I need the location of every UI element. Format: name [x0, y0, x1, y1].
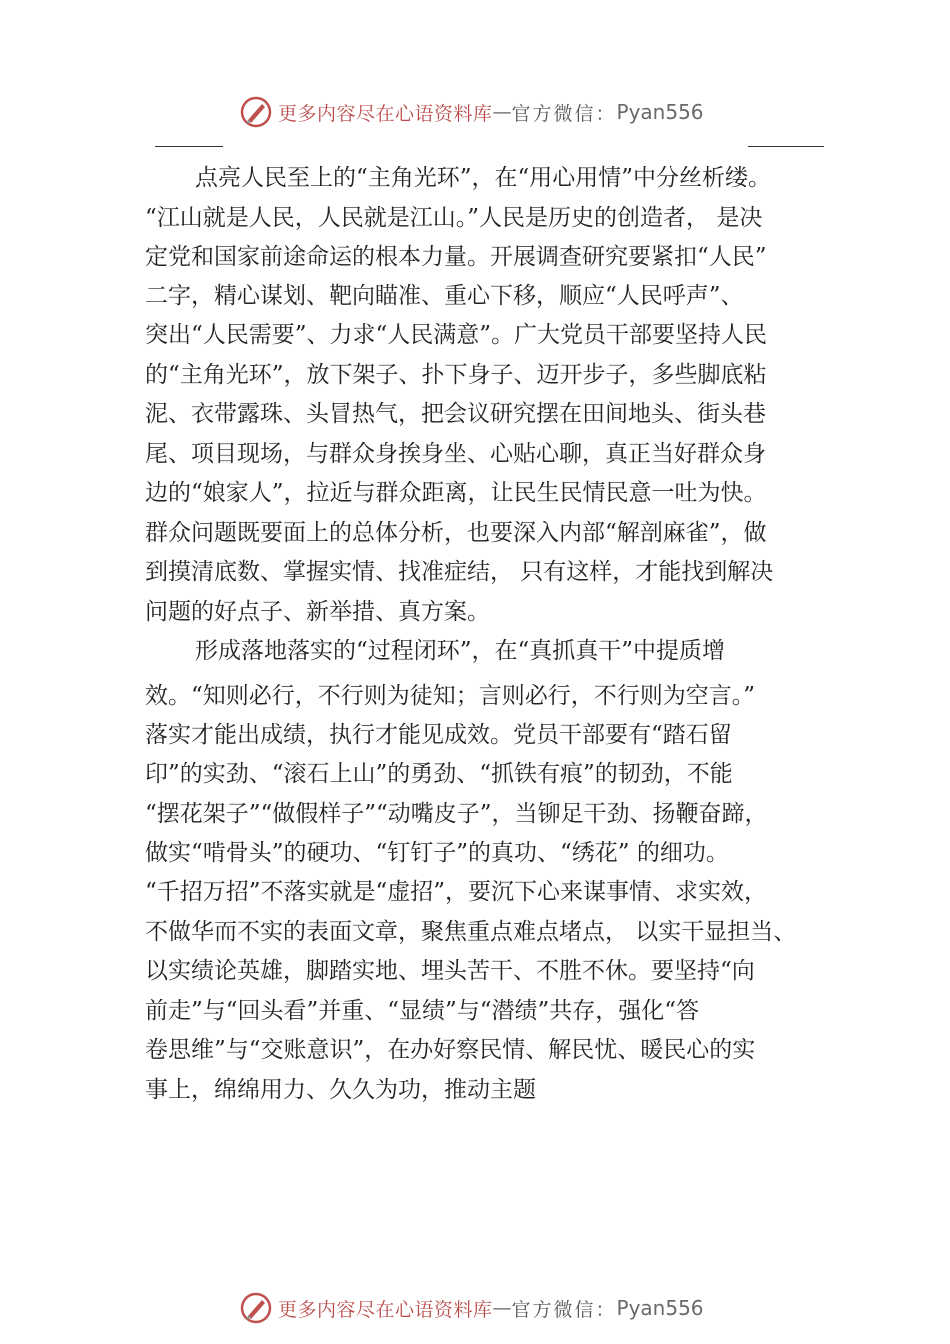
footer-brand-text: 更多内容尽在心语资料库 — [278, 1298, 493, 1321]
paragraph-2-line-11: 卷思维”与“交账意识”，在办好察民情、解民忧、暖民心的实 — [145, 1037, 756, 1063]
footer-wechat-id: Pyan556 — [616, 1296, 704, 1320]
paragraph-2-line-8: 不做华而不实的表面文章，聚焦重点难点堵点， 以实干显担当、 — [145, 919, 797, 945]
paragraph-1-line-6: 的“主角光环”，放下架子、扑下身子、迈开步子，多些脚底粘 — [145, 362, 767, 388]
paragraph-2-line-6: 做实“啃骨头”的硬功、“钉钉子”的真功、“绣花” 的细功。 — [145, 840, 729, 866]
footer-wechat-label: 官方微信： — [511, 1298, 617, 1321]
paragraph-1-line-5: 突出“人民需要”、力求“人民满意”。广大党员干部要坚持人民 — [145, 322, 768, 348]
paragraph-1-line-12: 问题的好点子、新举措、真方案。 — [145, 599, 490, 625]
paragraph-2-line-12: 事上，绵绵用力、久久为功，推动主题 — [145, 1077, 536, 1103]
page-footer — [0, 1288, 950, 1328]
paragraph-1-line-1: 点亮人民至上的“主角光环”，在“用心用情”中分丝析缕。 — [195, 165, 772, 191]
header-wechat-id: Pyan556 — [616, 100, 704, 124]
page-header — [0, 92, 950, 132]
footer-separator: — — [492, 1297, 512, 1319]
paragraph-2-line-2: 效。“知则必行，不行则为徒知；言则必行，不行则为空言。” — [145, 683, 756, 709]
paragraph-1-line-4: 二字，精心谋划、靶向瞄准、重心下移，顺应“人民呼声”、 — [145, 283, 744, 309]
paragraph-2-line-4: 印”的实劲、“滚石上山”的勇劲、“抓铁有痕”的韧劲，不能 — [145, 761, 733, 787]
paragraph-1-line-10: 群众问题既要面上的总体分析，也要深入内部“解剖麻雀”，做 — [145, 520, 767, 546]
pen-circle-logo-icon — [238, 1290, 274, 1326]
paragraph-1-line-11: 到摸清底数、掌握实情、找准症结， 只有这样，才能找到解决 — [145, 559, 774, 585]
paragraph-2-line-5: “摆花架子”“做假样子”“动嘴皮子”，当铆足干劲、扬鞭奋蹄， — [145, 801, 768, 827]
paragraph-2-line-1: 形成落地落实的“过程闭环”，在“真抓真干”中提质增 — [195, 638, 726, 664]
paragraph-1-line-2: “江山就是人民，人民就是江山。”人民是历史的创造者， 是决 — [145, 205, 763, 231]
paragraph-1-line-7: 泥、衣带露珠、头冒热气，把会议研究摆在田间地头、街头巷 — [145, 401, 766, 427]
paragraph-2-line-3: 落实才能出成绩，执行才能见成效。党员干部要有“踏石留 — [145, 722, 732, 748]
paragraph-2-line-9: 以实绩论英雄，脚踏实地、埋头苦干、不胜不休。要坚持“向 — [145, 958, 755, 984]
header-rule-left — [155, 146, 223, 147]
footer-banner — [238, 1288, 704, 1328]
header-banner — [238, 92, 704, 132]
paragraph-1-line-3: 定党和国家前途命运的根本力量。开展调查研究要紧扣“人民” — [145, 244, 767, 270]
header-separator: — — [492, 101, 512, 123]
header-rule-right — [748, 146, 824, 147]
paragraph-2-line-10: 前走”与“回头看”并重、“显绩”与“潜绩”共存，强化“答 — [145, 998, 700, 1024]
pen-circle-logo-icon — [238, 94, 274, 130]
paragraph-1-line-8: 尾、项目现场，与群众身挨身坐、心贴心聊，真正当好群众身 — [145, 441, 766, 467]
paragraph-1-line-9: 边的“娘家人”，拉近与群众距离，让民生民情民意一吐为快。 — [145, 480, 767, 506]
paragraph-2-line-7: “千招万招”不落实就是“虚招”，要沉下心来谋事情、求实效， — [145, 879, 768, 905]
header-wechat-label: 官方微信： — [511, 102, 617, 125]
header-brand-text: 更多内容尽在心语资料库 — [278, 102, 493, 125]
